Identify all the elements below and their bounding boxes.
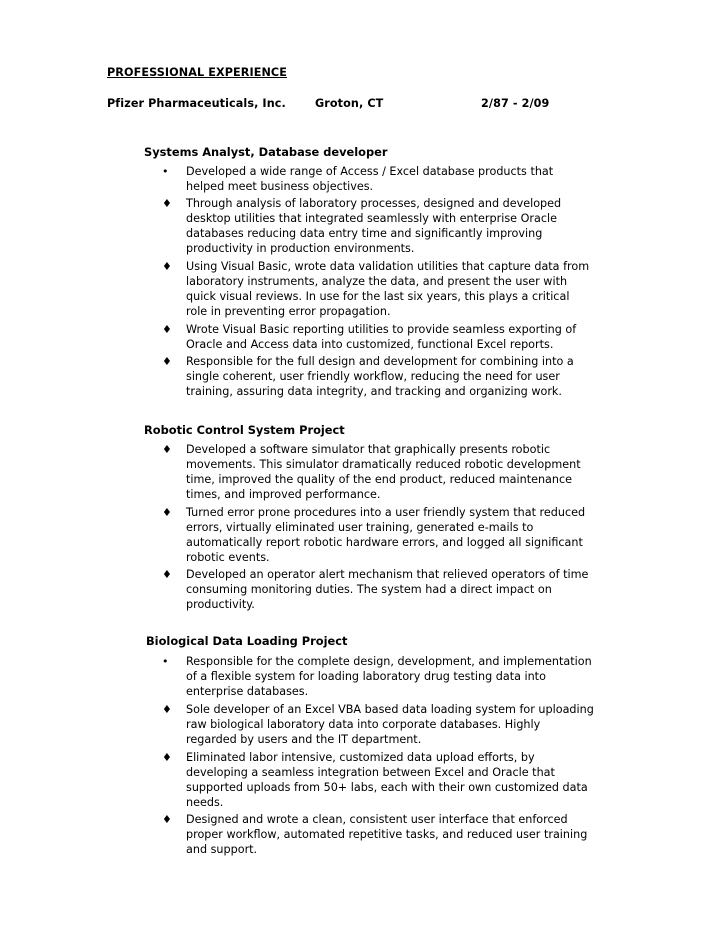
bullet-item: Turned error prone procedures into a user friendly system that reduced errors, virtually eliminated user training, generated e-mails to automatically report robotic hardware errors, and logged all significant robotic events. (186, 506, 586, 564)
bullet-item: Eliminated labor intensive, customized data upload efforts, by developing a seamless integration between Excel and Oracle that supported uploads from 50+ labs, each with their own customized data needs. (186, 751, 588, 809)
bullet-item: Responsible for the full design and development for combining into a single coherent, user friendly workflow, reducing the need for user training, assuring data integrity, and tracking and organizing work. (186, 355, 574, 398)
employer-location: Groton, CT (315, 97, 384, 110)
bullet-item: Wrote Visual Basic reporting utilities to provide seamless exporting of Oracle and Access data into customized, functional Excel reports. (186, 323, 577, 351)
project-title: Biological Data Loading Project (146, 634, 348, 648)
employer-company: Pfizer Pharmaceuticals, Inc. (107, 97, 286, 110)
bullet-item: Sole developer of an Excel VBA based data loading system for uploading raw biological laboratory data into corporate databases. Highly regarded by users and the IT department. (186, 703, 594, 746)
bullet-item: Developed an operator alert mechanism that relieved operators of time consuming monitoring duties. The system had a direct impact on productivity. (186, 568, 589, 611)
bullet-icon: ♦ (162, 197, 172, 210)
bullet-icon: ♦ (162, 568, 172, 581)
project-title: Systems Analyst, Database developer (144, 145, 388, 159)
bullet-item: Developed a software simulator that graphically presents robotic movements. This simulator dramatically reduced robotic development time, improved the quality of the end product, reduced maintenance times, and improved performance. (186, 443, 581, 501)
bullet-item: Responsible for the complete design, development, and implementation of a flexible system for loading laboratory drug testing data into enterprise databases. (186, 655, 592, 698)
bullet-icon: ♦ (162, 260, 172, 273)
bullet-item: Designed and wrote a clean, consistent user interface that enforced proper workflow, automated repetitive tasks, and reduced user training and support. (186, 813, 588, 856)
bullet-item: Through analysis of laboratory processes, designed and developed desktop utilities that integrated seamlessly with enterprise Oracle databases reducing data entry time and significantly improving productivity in production environments. (186, 197, 562, 255)
bullet-item: Developed a wide range of Access / Excel database products that helped meet business objectives. (186, 165, 554, 193)
bullet-icon: ♦ (162, 323, 172, 336)
bullet-item: Using Visual Basic, wrote data validation utilities that capture data from laboratory instruments, analyze the data, and present the user with quick visual reviews. In use for the last six years, this plays a critical role in preventing error propagation. (186, 260, 590, 318)
section-title: PROFESSIONAL EXPERIENCE (107, 66, 287, 79)
bullet-icon: ♦ (162, 506, 172, 519)
bullet-icon: ♦ (162, 355, 172, 368)
bullet-icon: ♦ (162, 703, 172, 716)
bullet-icon: ♦ (162, 751, 172, 764)
project-title: Robotic Control System Project (144, 423, 345, 437)
employer-dates: 2/87 - 2/09 (481, 97, 550, 110)
bullet-icon: • (162, 165, 169, 178)
bullet-icon: ♦ (162, 813, 172, 826)
bullet-icon: • (162, 655, 169, 668)
bullet-icon: ♦ (162, 443, 172, 456)
